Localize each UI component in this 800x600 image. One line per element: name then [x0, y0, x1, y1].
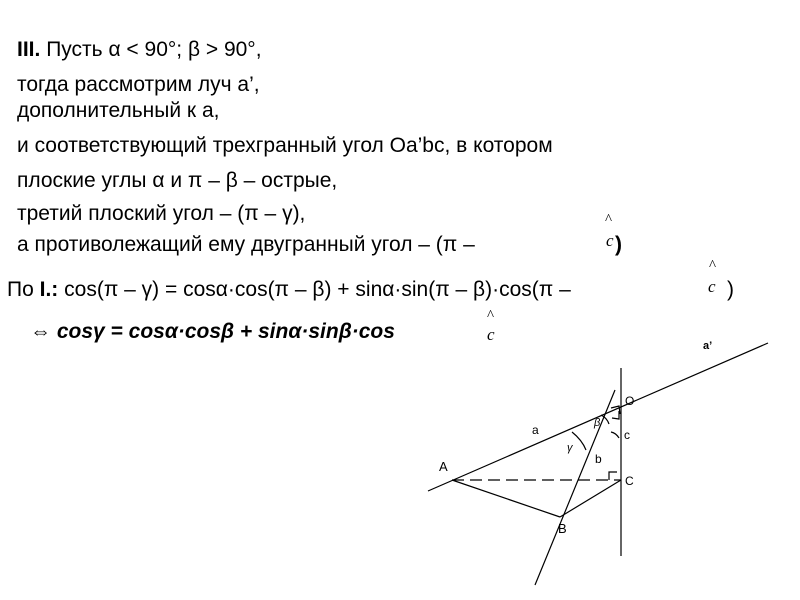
line-1-text: Пусть α < 90°; β > 90°, [46, 38, 262, 61]
ray-b [535, 390, 615, 585]
label-A: A [439, 459, 448, 474]
hat-mark-2: ^ [709, 258, 717, 274]
hat-mark-3: ^ [487, 308, 495, 324]
angle-arc-alpha [572, 432, 586, 450]
formula-1-text: cos(π – γ) = cosα·cos(π – β) + sinα·sin(π – β)·cos(π – [64, 278, 571, 301]
label-a-prime: a’ [703, 340, 713, 352]
label-a: a [532, 423, 539, 437]
label-c: c [624, 428, 630, 442]
angle-arc-gamma [611, 432, 619, 438]
section-number: III. [17, 38, 41, 61]
c-variable-3: c [487, 325, 495, 344]
label-b: b [595, 452, 602, 466]
formula-1-close-paren: ) [727, 278, 734, 301]
c-variable-1: c [606, 231, 614, 250]
formula-1-prefix: По [7, 278, 34, 301]
text-line-2: тогда рассмотрим луч а’, [17, 73, 260, 96]
segment-BC [560, 480, 621, 517]
text-line-3: дополнительный к а, [17, 99, 220, 122]
line-7-close-paren: ) [615, 233, 622, 256]
label-O: O [625, 394, 635, 408]
formula-2-text: cosγ = cosα·cosβ + sinα·sinβ·cos [56, 320, 395, 343]
equivalence-arrow: ⇔ [30, 320, 51, 343]
c-variable-2: c [708, 277, 716, 296]
line-7-text: а противолежащий ему двугранный угол – (π – [17, 233, 475, 256]
text-line-4: и соответствующий трехгранный угол Oa’bc, в котором [17, 134, 553, 157]
formula-1-ref: I.: [39, 278, 59, 301]
right-angle-mark-C [609, 472, 617, 480]
hat-mark-1: ^ [605, 212, 613, 228]
text-line-6: третий плоский угол – (π – γ), [17, 202, 306, 225]
segment-AB [452, 480, 560, 517]
label-C: C [625, 474, 634, 488]
right-angle-mark-O-2 [612, 411, 619, 419]
label-B: B [558, 521, 567, 536]
label-beta: β [594, 417, 601, 429]
label-gamma: γ [567, 442, 573, 454]
text-line-5: плоские углы α и π – β – острые, [17, 169, 338, 192]
